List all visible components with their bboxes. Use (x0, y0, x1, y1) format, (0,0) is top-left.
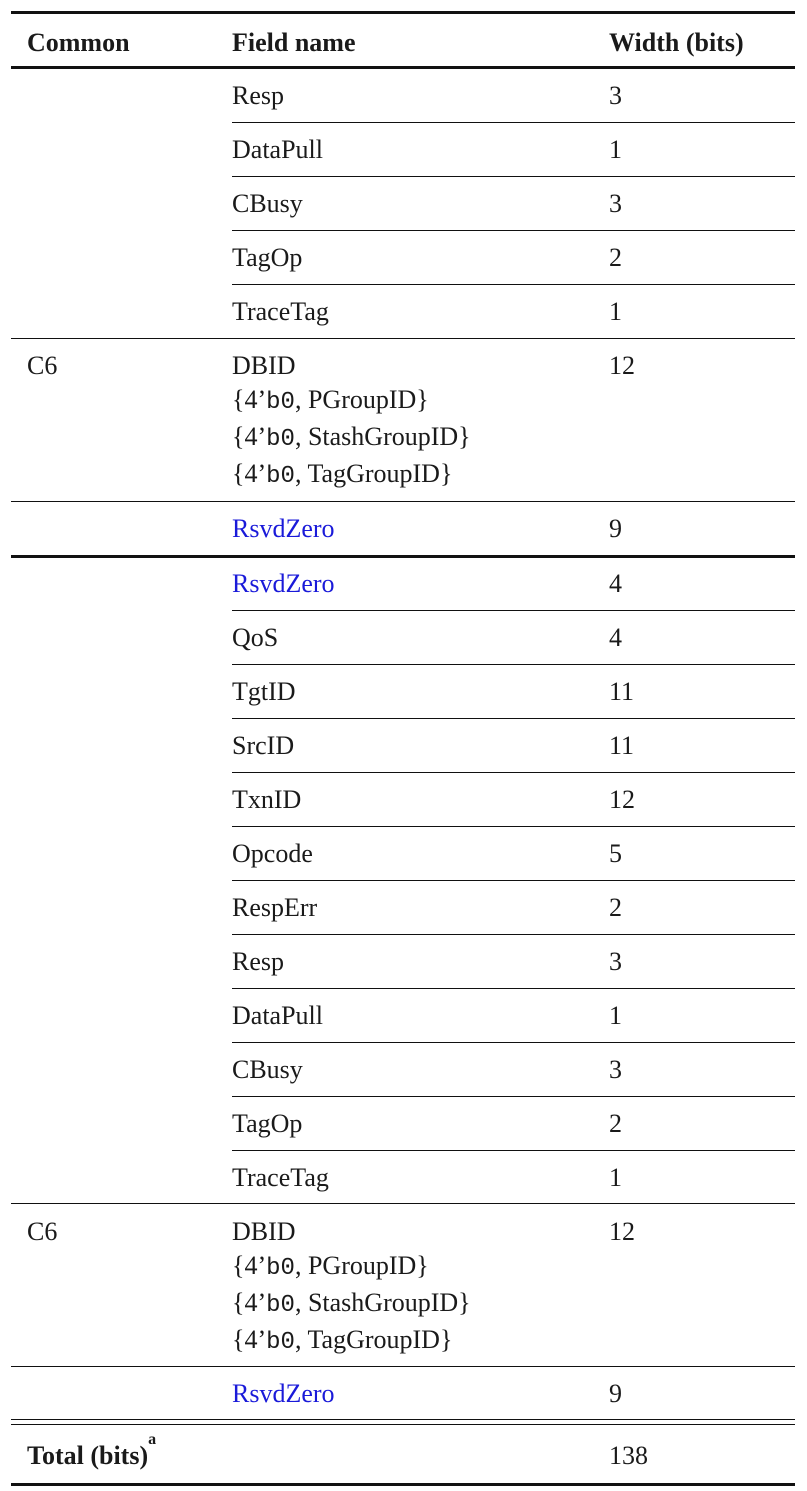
field-name-cell (232, 1215, 471, 1360)
width-cell: 11 (609, 731, 635, 760)
width-cell: 2 (609, 243, 622, 272)
field-name: Resp (232, 81, 284, 110)
field-name-cell (232, 567, 335, 601)
field-name: CBusy (232, 189, 303, 218)
field-name: DataPull (232, 135, 323, 164)
field-name-cell (232, 512, 335, 546)
dbid-alias-line: {4’b0, StashGroupID} (232, 422, 471, 453)
width-cell: 3 (609, 1055, 622, 1084)
field-name: Resp (232, 947, 284, 976)
width-cell: 9 (609, 514, 622, 543)
row-separator (11, 1203, 795, 1204)
dbid-alias-line: {4’b0, TagGroupID} (232, 459, 453, 490)
field-name: DBID (232, 351, 296, 380)
footnote-mark: a (148, 1431, 157, 1449)
width-cell: 12 (609, 785, 635, 814)
row-separator (232, 988, 795, 989)
field-name: TraceTag (232, 1163, 329, 1192)
width-cell: 3 (609, 189, 622, 218)
row-separator (232, 284, 795, 285)
row-separator (232, 934, 795, 935)
field-name-cell (232, 1107, 302, 1141)
header-field-name: Field name (232, 28, 356, 57)
width-cell: 4 (609, 569, 622, 598)
width-cell: 9 (609, 1379, 622, 1408)
common-cell: C6 (27, 351, 58, 380)
field-name: TagOp (232, 243, 303, 272)
field-name-cell (232, 79, 284, 113)
row-separator (232, 176, 795, 177)
total-double-rule (11, 1419, 795, 1420)
field-name-cell (232, 1053, 303, 1087)
field-name: TraceTag (232, 297, 329, 326)
field-name: TagOp (232, 1109, 303, 1138)
dbid-alias-line: {4’b0, PGroupID} (232, 385, 429, 416)
field-name: TxnID (232, 785, 302, 814)
row-separator (232, 610, 795, 611)
field-name-cell (232, 349, 471, 494)
dbid-alias-line: {4’b0, StashGroupID} (232, 1288, 471, 1319)
field-name: QoS (232, 623, 279, 652)
bottom-rule (11, 1483, 795, 1486)
width-cell: 11 (609, 677, 635, 706)
width-cell: 1 (609, 135, 622, 164)
field-name: RespErr (232, 893, 318, 922)
field-name: Opcode (232, 839, 313, 868)
row-separator (11, 1366, 795, 1367)
row-separator (11, 501, 795, 502)
header-rule (11, 66, 795, 69)
width-cell: 4 (609, 623, 622, 652)
top-rule (11, 11, 795, 14)
row-separator (232, 664, 795, 665)
field-name-cell (232, 729, 294, 763)
field-name: DBID (232, 1217, 296, 1246)
common-cell: C6 (27, 1217, 58, 1246)
dbid-alias-line: {4’b0, PGroupID} (232, 1251, 429, 1282)
width-cell: 12 (609, 1217, 635, 1246)
rsvdzero-link[interactable]: RsvdZero (232, 514, 335, 543)
row-separator (232, 1042, 795, 1043)
row-separator (232, 230, 795, 231)
width-cell: 3 (609, 81, 622, 110)
width-cell: 1 (609, 1163, 622, 1192)
field-name: DataPull (232, 1001, 323, 1030)
total-double-rule (11, 1424, 795, 1425)
field-name-cell (232, 133, 323, 167)
total-value: 138 (609, 1441, 648, 1470)
row-separator (232, 718, 795, 719)
width-cell: 2 (609, 893, 622, 922)
field-name-cell (232, 891, 317, 925)
field-name-cell (232, 295, 329, 329)
total-label: Total (bits)$^a$ (27, 1431, 157, 1470)
row-separator (232, 1150, 795, 1151)
header-width: Width (bits) (609, 28, 744, 57)
field-name-cell (232, 1377, 335, 1411)
field-name: CBusy (232, 1055, 303, 1084)
field-name-cell (232, 187, 303, 221)
field-name-cell (232, 783, 301, 817)
field-name-cell (232, 999, 323, 1033)
row-separator (11, 555, 795, 558)
field-name-cell (232, 945, 284, 979)
field-name-cell (232, 675, 296, 709)
row-separator (232, 880, 795, 881)
width-cell: 5 (609, 839, 622, 868)
row-separator (232, 1096, 795, 1097)
row-separator (232, 772, 795, 773)
row-separator (11, 338, 795, 339)
field-name-cell (232, 837, 313, 871)
width-cell: 12 (609, 351, 635, 380)
row-separator (232, 122, 795, 123)
width-cell: 3 (609, 947, 622, 976)
row-separator (232, 826, 795, 827)
header-common: Common (27, 28, 130, 57)
dbid-alias-line: {4’b0, TagGroupID} (232, 1325, 453, 1356)
width-cell: 1 (609, 297, 622, 326)
field-name: TgtID (232, 677, 296, 706)
rsvdzero-link[interactable]: RsvdZero (232, 569, 335, 598)
field-name-cell (232, 621, 278, 655)
rsvdzero-link[interactable]: RsvdZero (232, 1379, 335, 1408)
field-name: SrcID (232, 731, 295, 760)
field-name-cell (232, 241, 302, 275)
field-name-cell (232, 1161, 329, 1195)
width-cell: 2 (609, 1109, 622, 1138)
width-cell: 1 (609, 1001, 622, 1030)
